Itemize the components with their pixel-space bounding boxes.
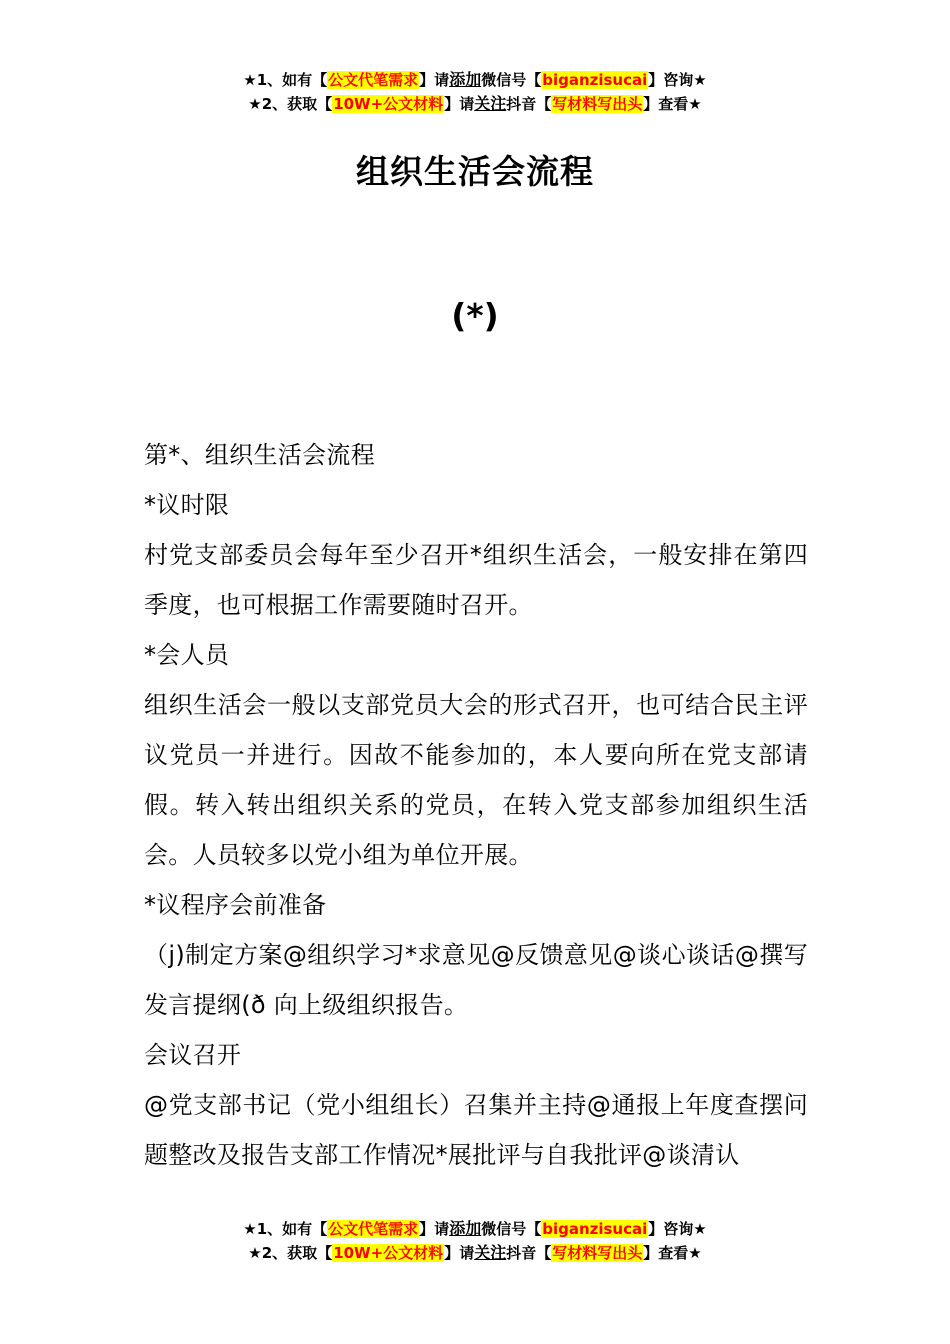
footer-banner bbox=[0, 1217, 950, 1265]
paragraph: 村党支部委员会每年至少召开*组织生活会，一般安排在第四季度，也可根据工作需要随时召开。 bbox=[144, 541, 808, 619]
banner-text: 】请 bbox=[419, 1220, 450, 1238]
section-heading: 第*、组织生活会流程 bbox=[144, 441, 375, 469]
banner-text: 】咨询★ bbox=[648, 71, 707, 89]
banner-text: 微信号【 bbox=[481, 1220, 542, 1238]
banner-emphasis: 关注 bbox=[474, 1243, 507, 1262]
banner-text: ★2、获取【 bbox=[248, 95, 333, 113]
banner-line-1 bbox=[0, 68, 950, 92]
banner-line-2 bbox=[0, 1241, 950, 1265]
header-banner bbox=[0, 68, 950, 116]
banner-highlight: 写材料写出头 bbox=[552, 95, 643, 113]
document-subtitle: (*) bbox=[451, 296, 499, 335]
banner-highlight: 公文代笔需求 bbox=[328, 71, 419, 89]
banner-line-1 bbox=[0, 1217, 950, 1241]
banner-text: 】请 bbox=[419, 71, 450, 89]
banner-text: 】查看★ bbox=[643, 95, 702, 113]
item-heading: *议程序会前准备 bbox=[144, 891, 327, 919]
item-heading: *议时限 bbox=[144, 491, 230, 519]
banner-text: 抖音【 bbox=[506, 1244, 552, 1262]
banner-highlight: 公文代笔需求 bbox=[328, 1220, 419, 1238]
banner-emphasis: 关注 bbox=[474, 94, 507, 113]
banner-text: ★1、如有【 bbox=[243, 71, 328, 89]
banner-emphasis: 添加 bbox=[449, 70, 482, 89]
document-title: 组织生活会流程 bbox=[356, 152, 594, 191]
item-heading: 会议召开 bbox=[144, 1041, 242, 1069]
document-body bbox=[144, 430, 808, 1180]
banner-highlight: biganzisucai bbox=[542, 1220, 648, 1238]
banner-highlight: 10W+公文材料 bbox=[333, 95, 444, 113]
paragraph: @党支部书记（党小组组长）召集并主持@通报上年度查摆问题整改及报告支部工作情况*展批评与自我批评@谈清认 bbox=[144, 1091, 808, 1169]
banner-text: 抖音【 bbox=[506, 95, 552, 113]
banner-text: 】咨询★ bbox=[648, 1220, 707, 1238]
banner-emphasis: 添加 bbox=[449, 1219, 482, 1238]
paragraph: 组织生活会一般以支部党员大会的形式召开，也可结合民主评议党员一并进行。因故不能参加的，本人要向所在党支部请假。转入转出组织关系的党员，在转入党支部参加组织生活会。人员较多以党小组为单位开展。 bbox=[144, 691, 808, 869]
banner-text: 】请 bbox=[444, 95, 475, 113]
item-heading: *会人员 bbox=[144, 641, 230, 669]
banner-highlight: biganzisucai bbox=[542, 71, 648, 89]
paragraph: （j)制定方案@组织学习*求意见@反馈意见@谈心谈话@撰写发言提纲(ð 向上级组织报告。 bbox=[144, 941, 808, 1019]
banner-text: 】查看★ bbox=[643, 1244, 702, 1262]
banner-text: 】请 bbox=[444, 1244, 475, 1262]
banner-line-2 bbox=[0, 92, 950, 116]
banner-highlight: 写材料写出头 bbox=[552, 1244, 643, 1262]
banner-text: ★1、如有【 bbox=[243, 1220, 328, 1238]
banner-highlight: 10W+公文材料 bbox=[333, 1244, 444, 1262]
banner-text: ★2、获取【 bbox=[248, 1244, 333, 1262]
banner-text: 微信号【 bbox=[481, 71, 542, 89]
